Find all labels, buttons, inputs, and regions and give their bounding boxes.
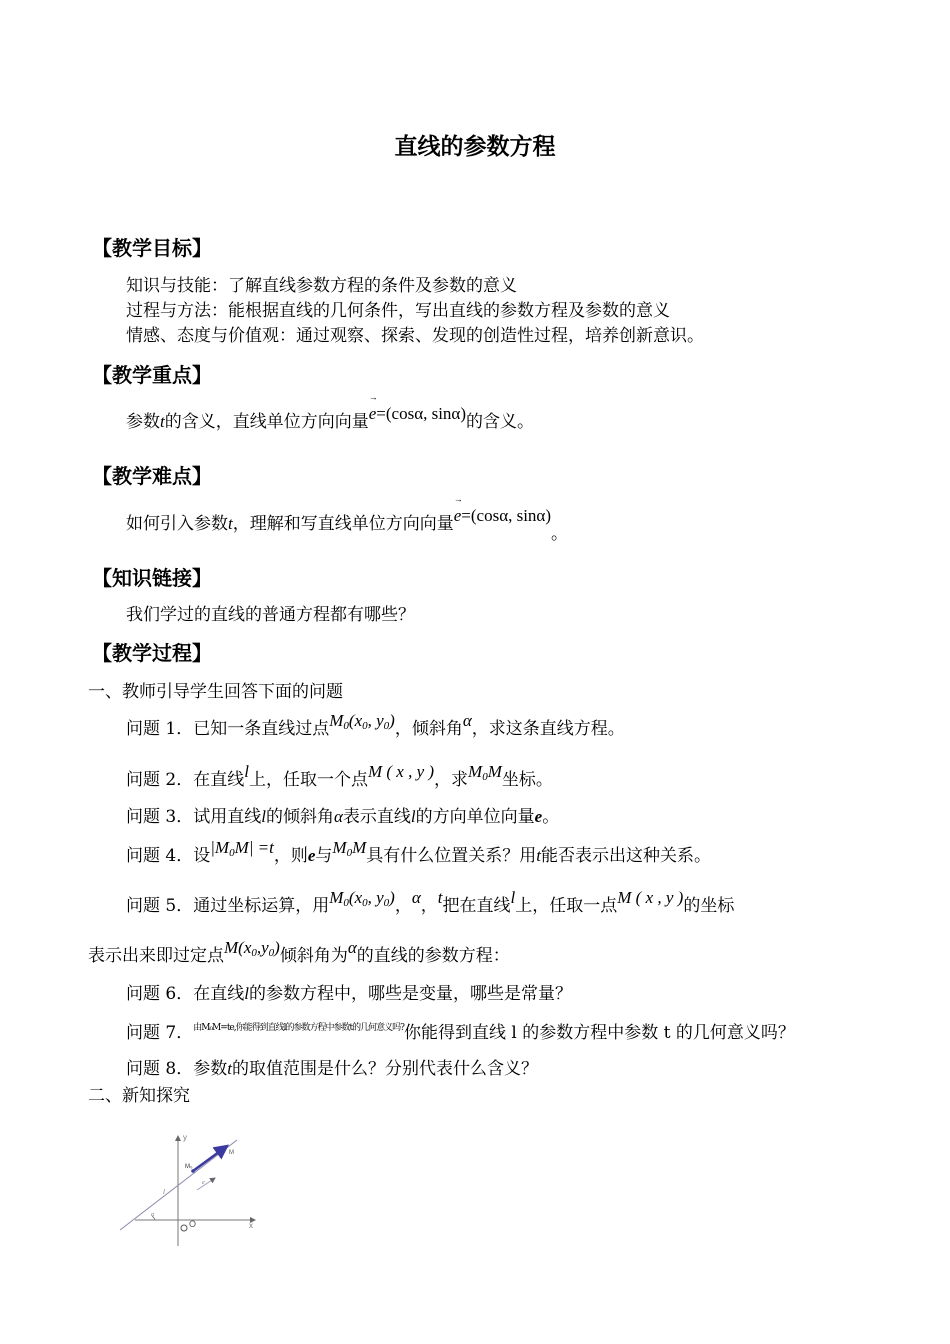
question-3: 问题 3．试用直线l的倾斜角α表示直线l的方向单位向量e。 xyxy=(126,807,560,827)
section-goals-heading: 【教学目标】 xyxy=(92,236,212,260)
page-title: 直线的参数方程 xyxy=(394,134,556,160)
x-axis-label: x xyxy=(249,1221,253,1230)
link-question: 我们学过的直线的普通方程都有哪些？ xyxy=(126,605,415,625)
goal-attitude: 情感、态度与价值观：通过观察、探索、发现的创造性过程，培养创新意识。 xyxy=(126,326,704,346)
question-7: 问题 7．$^{由M_0M=te,你能得到直线l的参数方程中参数t的几何意义吗?}$你能得到直线 l 的参数方程中参数 t 的几何意义吗？ xyxy=(126,1023,795,1043)
section-difficult-heading: 【教学难点】 xyxy=(92,464,212,488)
goal-knowledge: 知识与技能：了解直线参数方程的条件及参数的意义 xyxy=(126,276,517,296)
section-key-heading: 【教学重点】 xyxy=(92,363,212,387)
question-5: 问题 5．通过坐标运算，用$M_0(x_0$, $y_0$)，α，t把在直线l上，任取一点M ( x , y )的坐标 xyxy=(126,888,735,916)
coordinate-diagram xyxy=(115,1128,265,1253)
question-6: 问题 6．在直线l的参数方程中，哪些是变量，哪些是常量？ xyxy=(126,984,572,1004)
unit-vector-e-arrow xyxy=(197,1178,215,1190)
l-label: l xyxy=(163,1188,165,1196)
question-4: 问题 4．设$|M_0M| =t$，则e与$M_0M$具有什么位置关系？用t能否表示出这种关系。 xyxy=(126,838,711,866)
question-5-continued: 表示出来即过定点$M(x_0,y_0)$倾斜角为α的直线的参数方程： xyxy=(88,938,510,966)
vector-M0M xyxy=(193,1146,227,1171)
M-label: M xyxy=(229,1150,234,1156)
origin-marker xyxy=(181,1225,187,1231)
difficult-line: 如何引入参数t，理解和写直线单位方向向量→ e=(cosα, sinα)。 xyxy=(126,509,568,534)
key-formula: =(cosα, sinα) xyxy=(376,404,467,423)
question-2: 问题 2．在直线l上，任取一个点M ( x , y )，求$M_0M$坐标。 xyxy=(126,762,553,790)
y-axis-label: y xyxy=(183,1133,187,1142)
unit-vector-e: → e xyxy=(369,404,377,424)
section-link-heading: 【知识链接】 xyxy=(92,566,212,590)
unit-vector-e: → e xyxy=(454,506,462,526)
section-process-heading: 【教学过程】 xyxy=(92,641,212,665)
question-1: 问题 1．已知一条直线过点$M_0(x_0$, $y_0$)，倾斜角α，求这条直线方程。 xyxy=(126,711,625,739)
e-label: e xyxy=(202,1180,205,1186)
alpha-label: α xyxy=(151,1212,155,1218)
question-8: 问题 8．参数t的取值范围是什么？分别代表什么含义？ xyxy=(126,1059,538,1079)
origin-label: O xyxy=(189,1219,197,1229)
garbled-formula-text: 由M₀M=te,你能得到直线l的参数方程中参数t的几何意义吗? xyxy=(193,1023,404,1033)
part-one-heading: 一、教师引导学生回答下面的问题 xyxy=(88,682,343,702)
key-line: 参数t的含义，直线单位方向向量→ e=(cosα, sinα)的含义。 xyxy=(126,407,534,432)
line-parametric-figure xyxy=(115,1128,265,1258)
M0-label: M₀ xyxy=(185,1164,193,1170)
difficult-formula: =(cosα, sinα) xyxy=(461,506,552,525)
goal-process: 过程与方法：能根据直线的几何条件，写出直线的参数方程及参数的意义 xyxy=(126,301,670,321)
part-two-heading: 二、新知探究 xyxy=(88,1086,190,1106)
